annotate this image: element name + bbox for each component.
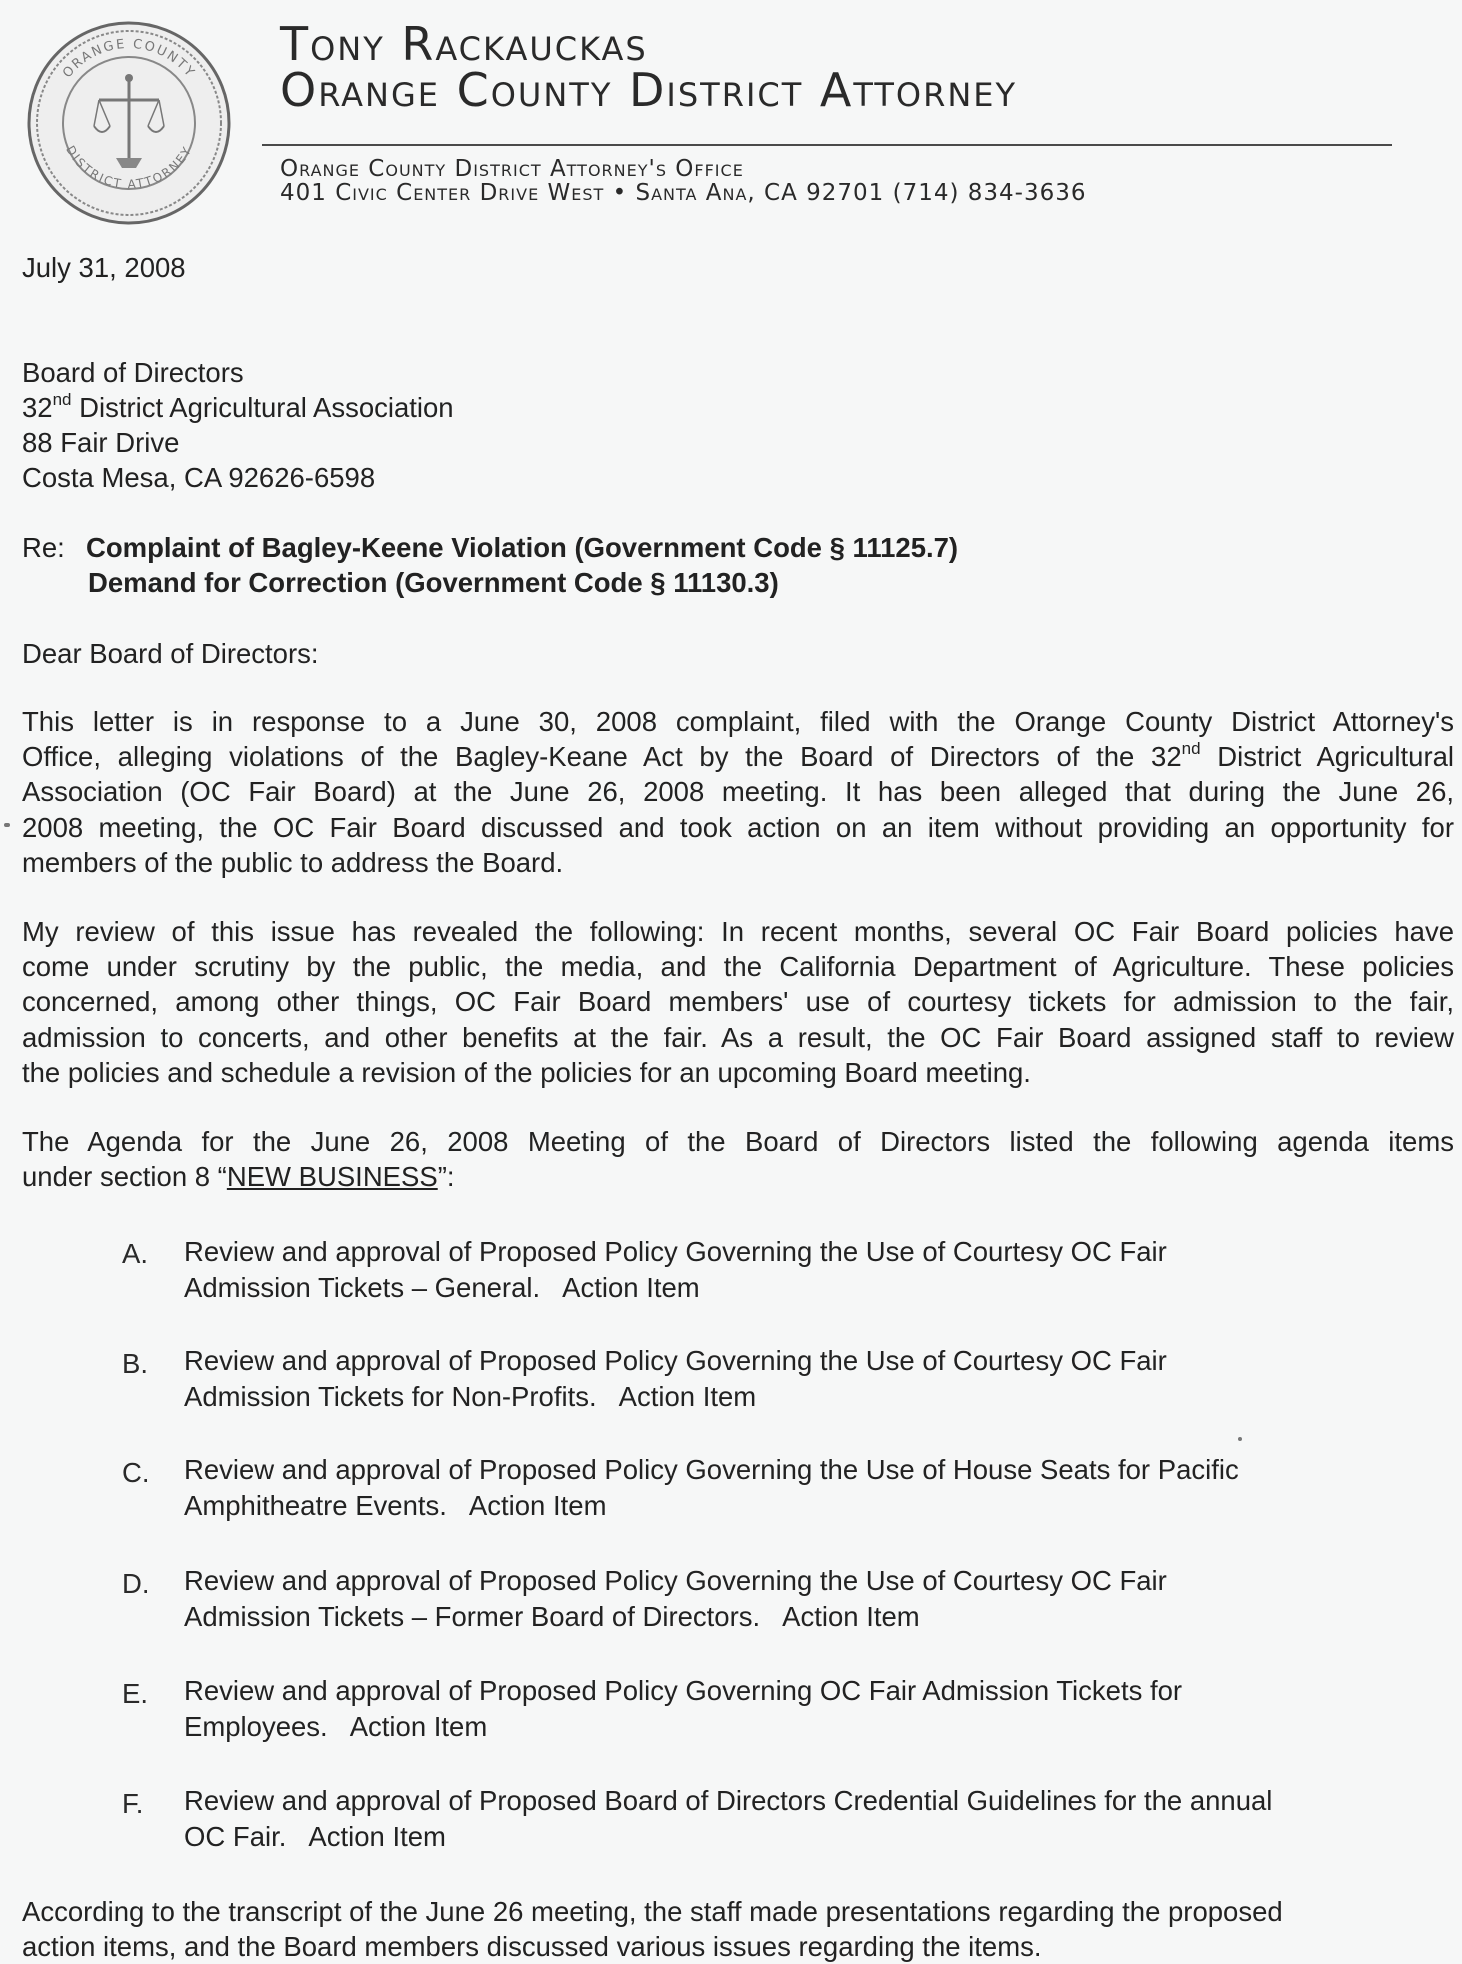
scan-speck bbox=[4, 823, 10, 827]
paragraph-4-line-2: action items, and the Board members discussed various issues regarding the items. bbox=[22, 1931, 1042, 1963]
agenda-item bbox=[184, 1783, 1414, 1855]
paragraph-3-line-2-start: under section 8 “ bbox=[22, 1161, 227, 1193]
paragraph-3-line-1: The Agenda for the June 26, 2008 Meeting of the Board of Directors listed the following agenda items bbox=[22, 1126, 1454, 1157]
recipient-line-2 bbox=[22, 390, 454, 425]
subject-line-1: Complaint of Bagley-Keene Violation (Government Code § 11125.7) bbox=[86, 532, 959, 563]
agenda-item-line-2: Admission Tickets – General. bbox=[184, 1272, 541, 1303]
paragraph-1 bbox=[22, 704, 1454, 880]
agenda-item-line-1: Review and approval of Proposed Board of Directors Credential Guidelines for the annual bbox=[184, 1785, 1273, 1816]
agenda-item-line-1: Review and approval of Proposed Policy Governing the Use of House Seats for Pacific bbox=[184, 1454, 1239, 1485]
agenda-item-line-2: Admission Tickets for Non-Profits. bbox=[184, 1381, 597, 1412]
district-attorney-name: Tony Rackauckas bbox=[280, 17, 648, 71]
paragraph-1-ordinal-suffix: nd bbox=[1181, 739, 1201, 759]
recipient-line-3: 88 Fair Drive bbox=[22, 427, 180, 458]
paragraph-1-line-2-start: Office, alleging violations of the Bagley-Keane Act by the Board of Directors of the 32 bbox=[22, 741, 1182, 773]
paragraph-2 bbox=[22, 914, 1454, 1090]
agenda-item-line-1: Review and approval of Proposed Policy Governing OC Fair Admission Tickets for bbox=[184, 1675, 1183, 1706]
agenda-item-line-1: Review and approval of Proposed Policy Governing the Use of Courtesy OC Fair bbox=[184, 1236, 1167, 1267]
agenda-item-letter: E. bbox=[122, 1678, 148, 1709]
salutation: Dear Board of Directors: bbox=[22, 638, 319, 669]
letterhead-divider bbox=[262, 144, 1392, 146]
recipient-line-4: Costa Mesa, CA 92626-6598 bbox=[22, 462, 376, 493]
agenda-item bbox=[184, 1452, 1414, 1524]
recipient-line-1: Board of Directors bbox=[22, 357, 244, 388]
agenda-item-letter: D. bbox=[122, 1568, 150, 1599]
agenda-item-action: Action Item bbox=[468, 1490, 607, 1521]
office-address: 401 Civic Center Drive West • Santa Ana, CA 92701 (714) 834-3636 bbox=[280, 180, 1087, 206]
agenda-item-line-2: Admission Tickets – Former Board of Directors. bbox=[184, 1601, 761, 1632]
agenda-item-line-1: Review and approval of Proposed Policy Governing the Use of Courtesy OC Fair bbox=[184, 1565, 1167, 1596]
agenda-item bbox=[184, 1343, 1414, 1415]
seal-text-bottom: DISTRICT ATTORNEY bbox=[63, 143, 195, 192]
paragraph-1-line-2 bbox=[22, 739, 1454, 774]
recipient-association: District Agricultural Association bbox=[71, 392, 454, 423]
office-name: Orange County District Attorney's Office bbox=[280, 156, 744, 182]
seal-text-top: ORANGE COUNTY bbox=[60, 36, 198, 82]
paragraph-3 bbox=[22, 1124, 1454, 1194]
paragraph-2-line-4: admission to concerts, and other benefits at the fair. As a result, the OC Fair Board assigned staff to review bbox=[22, 1021, 1454, 1053]
paragraph-3-line-2-end: ”: bbox=[437, 1161, 455, 1193]
agenda-item-letter: A. bbox=[122, 1238, 148, 1269]
paragraph-4 bbox=[22, 1894, 1454, 1964]
paragraph-1-line-4: 2008 meeting, the OC Fair Board discussed and took action on an item without providing an opportunity for bbox=[22, 811, 1454, 843]
paragraph-1-line-5: members of the public to address the Board. bbox=[22, 846, 564, 878]
agenda-item-line-2: OC Fair. bbox=[184, 1821, 287, 1852]
agenda-item bbox=[184, 1563, 1414, 1635]
district-attorney-seal-icon bbox=[24, 18, 234, 228]
re-label: Re: bbox=[22, 532, 65, 563]
agenda-item-letter: B. bbox=[122, 1348, 148, 1379]
agenda-item-line-1: Review and approval of Proposed Policy Governing the Use of Courtesy OC Fair bbox=[184, 1345, 1167, 1376]
recipient-ordinal-suffix: nd bbox=[52, 389, 72, 409]
recipient-district-number: 32 bbox=[22, 392, 53, 423]
paragraph-2-line-3: concerned, among other things, OC Fair Board members' use of courtesy tickets for admission to the fair, bbox=[22, 986, 1454, 1018]
new-business-heading: NEW BUSINESS bbox=[226, 1161, 438, 1193]
agenda-item-action: Action Item bbox=[308, 1821, 446, 1852]
paragraph-4-line-1: According to the transcript of the June 26 meeting, the staff made presentations regarding the proposed bbox=[22, 1896, 1283, 1927]
agenda-item-line-2: Employees. bbox=[184, 1711, 328, 1742]
scan-speck bbox=[1238, 1437, 1242, 1441]
paragraph-2-line-5: the policies and schedule a revision of the policies for an upcoming Board meeting. bbox=[22, 1056, 1031, 1088]
paragraph-2-line-1: My review of this issue has revealed the following: In recent months, several OC Fair Board policies have bbox=[22, 916, 1454, 947]
letter-date: July 31, 2008 bbox=[22, 252, 186, 283]
paragraph-1-line-1: This letter is in response to a June 30, 2008 complaint, filed with the Orange County District Attorney's bbox=[22, 706, 1454, 737]
agenda-item-action: Action Item bbox=[782, 1601, 920, 1632]
agenda-item-action: Action Item bbox=[349, 1711, 488, 1742]
paragraph-2-line-2: come under scrutiny by the public, the media, and the California Department of Agriculture. These policies bbox=[22, 951, 1454, 983]
agenda-item-action: Action Item bbox=[562, 1272, 700, 1303]
agenda-item bbox=[184, 1673, 1414, 1745]
agenda-item bbox=[184, 1234, 1414, 1306]
agenda-item-line-2: Amphitheatre Events. bbox=[184, 1490, 447, 1521]
paragraph-1-line-2-end: District Agricultural bbox=[1200, 741, 1455, 773]
subject-line-2: Demand for Correction (Government Code § 11130.3) bbox=[88, 567, 779, 598]
agenda-item-letter: F. bbox=[122, 1788, 144, 1819]
paragraph-3-line-2 bbox=[22, 1159, 1454, 1194]
letterhead-title: Orange County District Attorney bbox=[280, 63, 1018, 117]
agenda-item-action: Action Item bbox=[618, 1381, 757, 1412]
paragraph-1-line-3: Association (OC Fair Board) at the June 26, 2008 meeting. It has been alleged that during the June 26, bbox=[22, 776, 1454, 808]
agenda-item-letter: C. bbox=[122, 1457, 150, 1488]
